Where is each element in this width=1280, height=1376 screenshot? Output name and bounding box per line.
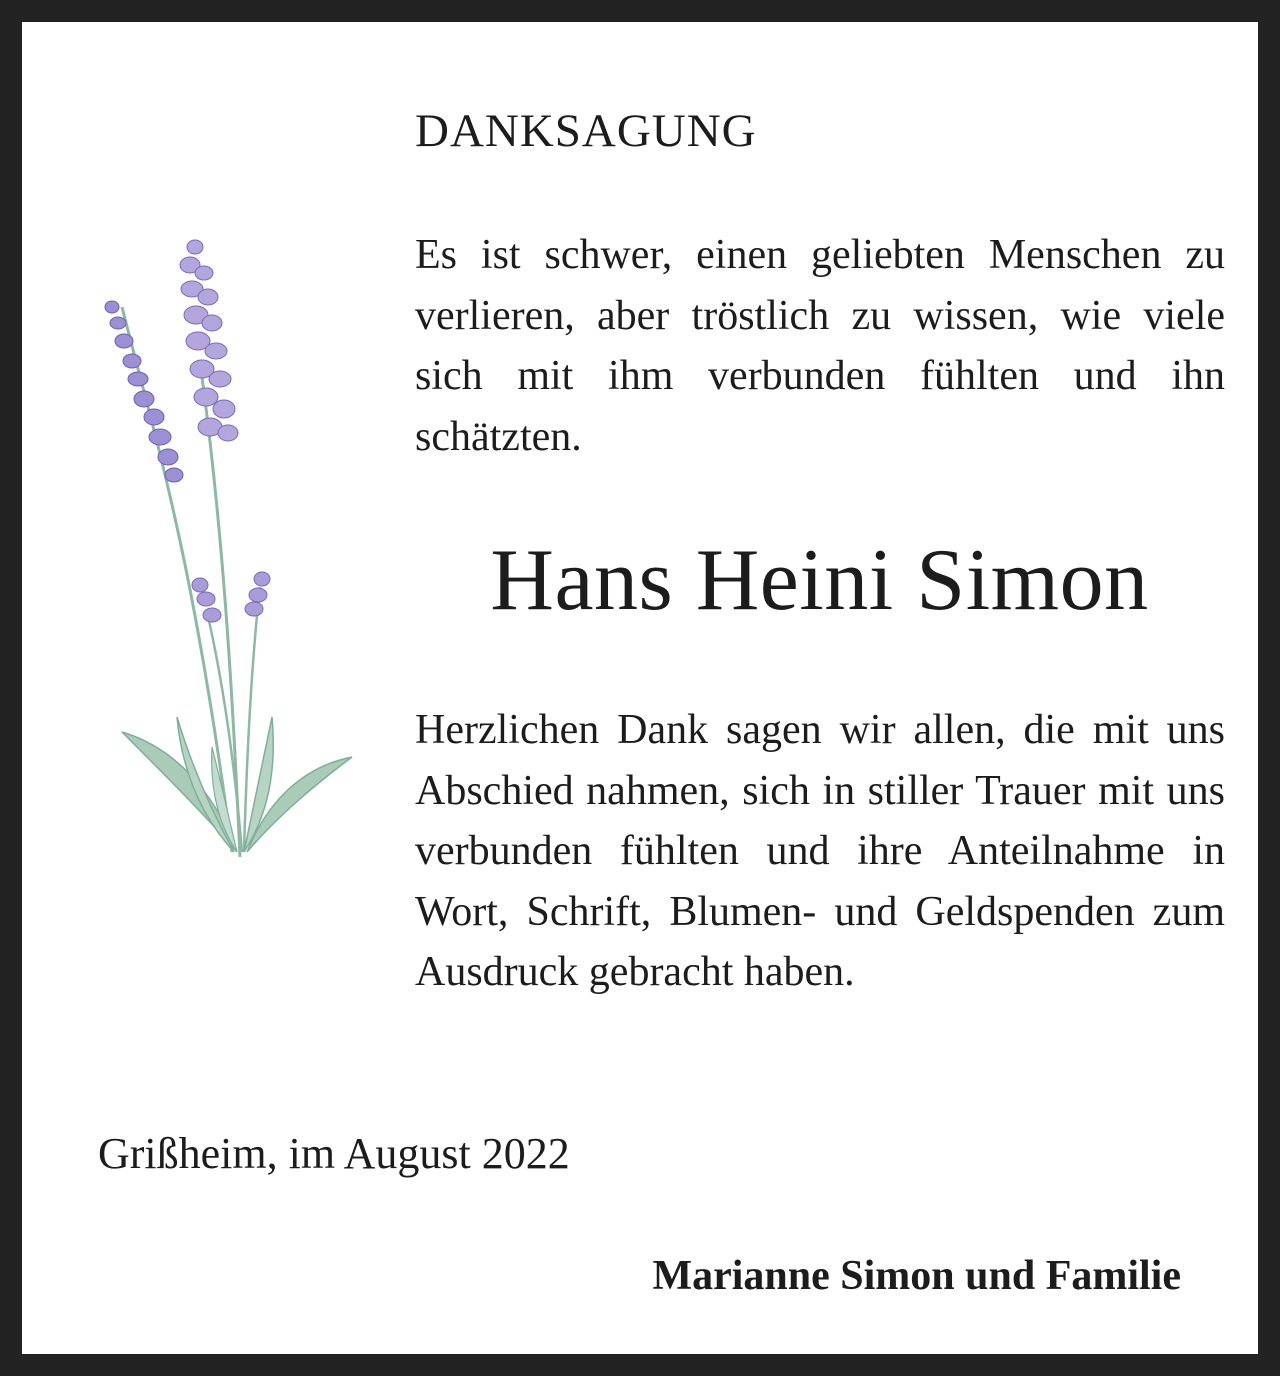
notice-heading: DANKSAGUNG <box>415 105 757 157</box>
thanks-paragraph: Herzlichen Dank sagen wir allen, die mit uns Abschied nahmen, sich in stiller Trauer mit uns verbunden fühlten und ihre Anteilnahme in Wort, Schrift, Blumen- und Geldspenden zum Ausdruck gebracht haben. <box>415 707 1225 995</box>
lavender-icon <box>82 227 372 867</box>
family-signature: Marianne Simon und Familie <box>652 1253 1181 1299</box>
deceased-name: Hans Heini Simon <box>490 532 1149 629</box>
place-date: Grißheim, im August 2022 <box>98 1129 570 1178</box>
intro-paragraph: Es ist schwer, einen geliebten Menschen zu verlieren, aber tröstlich zu wissen, wie viele sich mit ihm verbunden fühlten und ihn schätzten. <box>415 232 1225 460</box>
